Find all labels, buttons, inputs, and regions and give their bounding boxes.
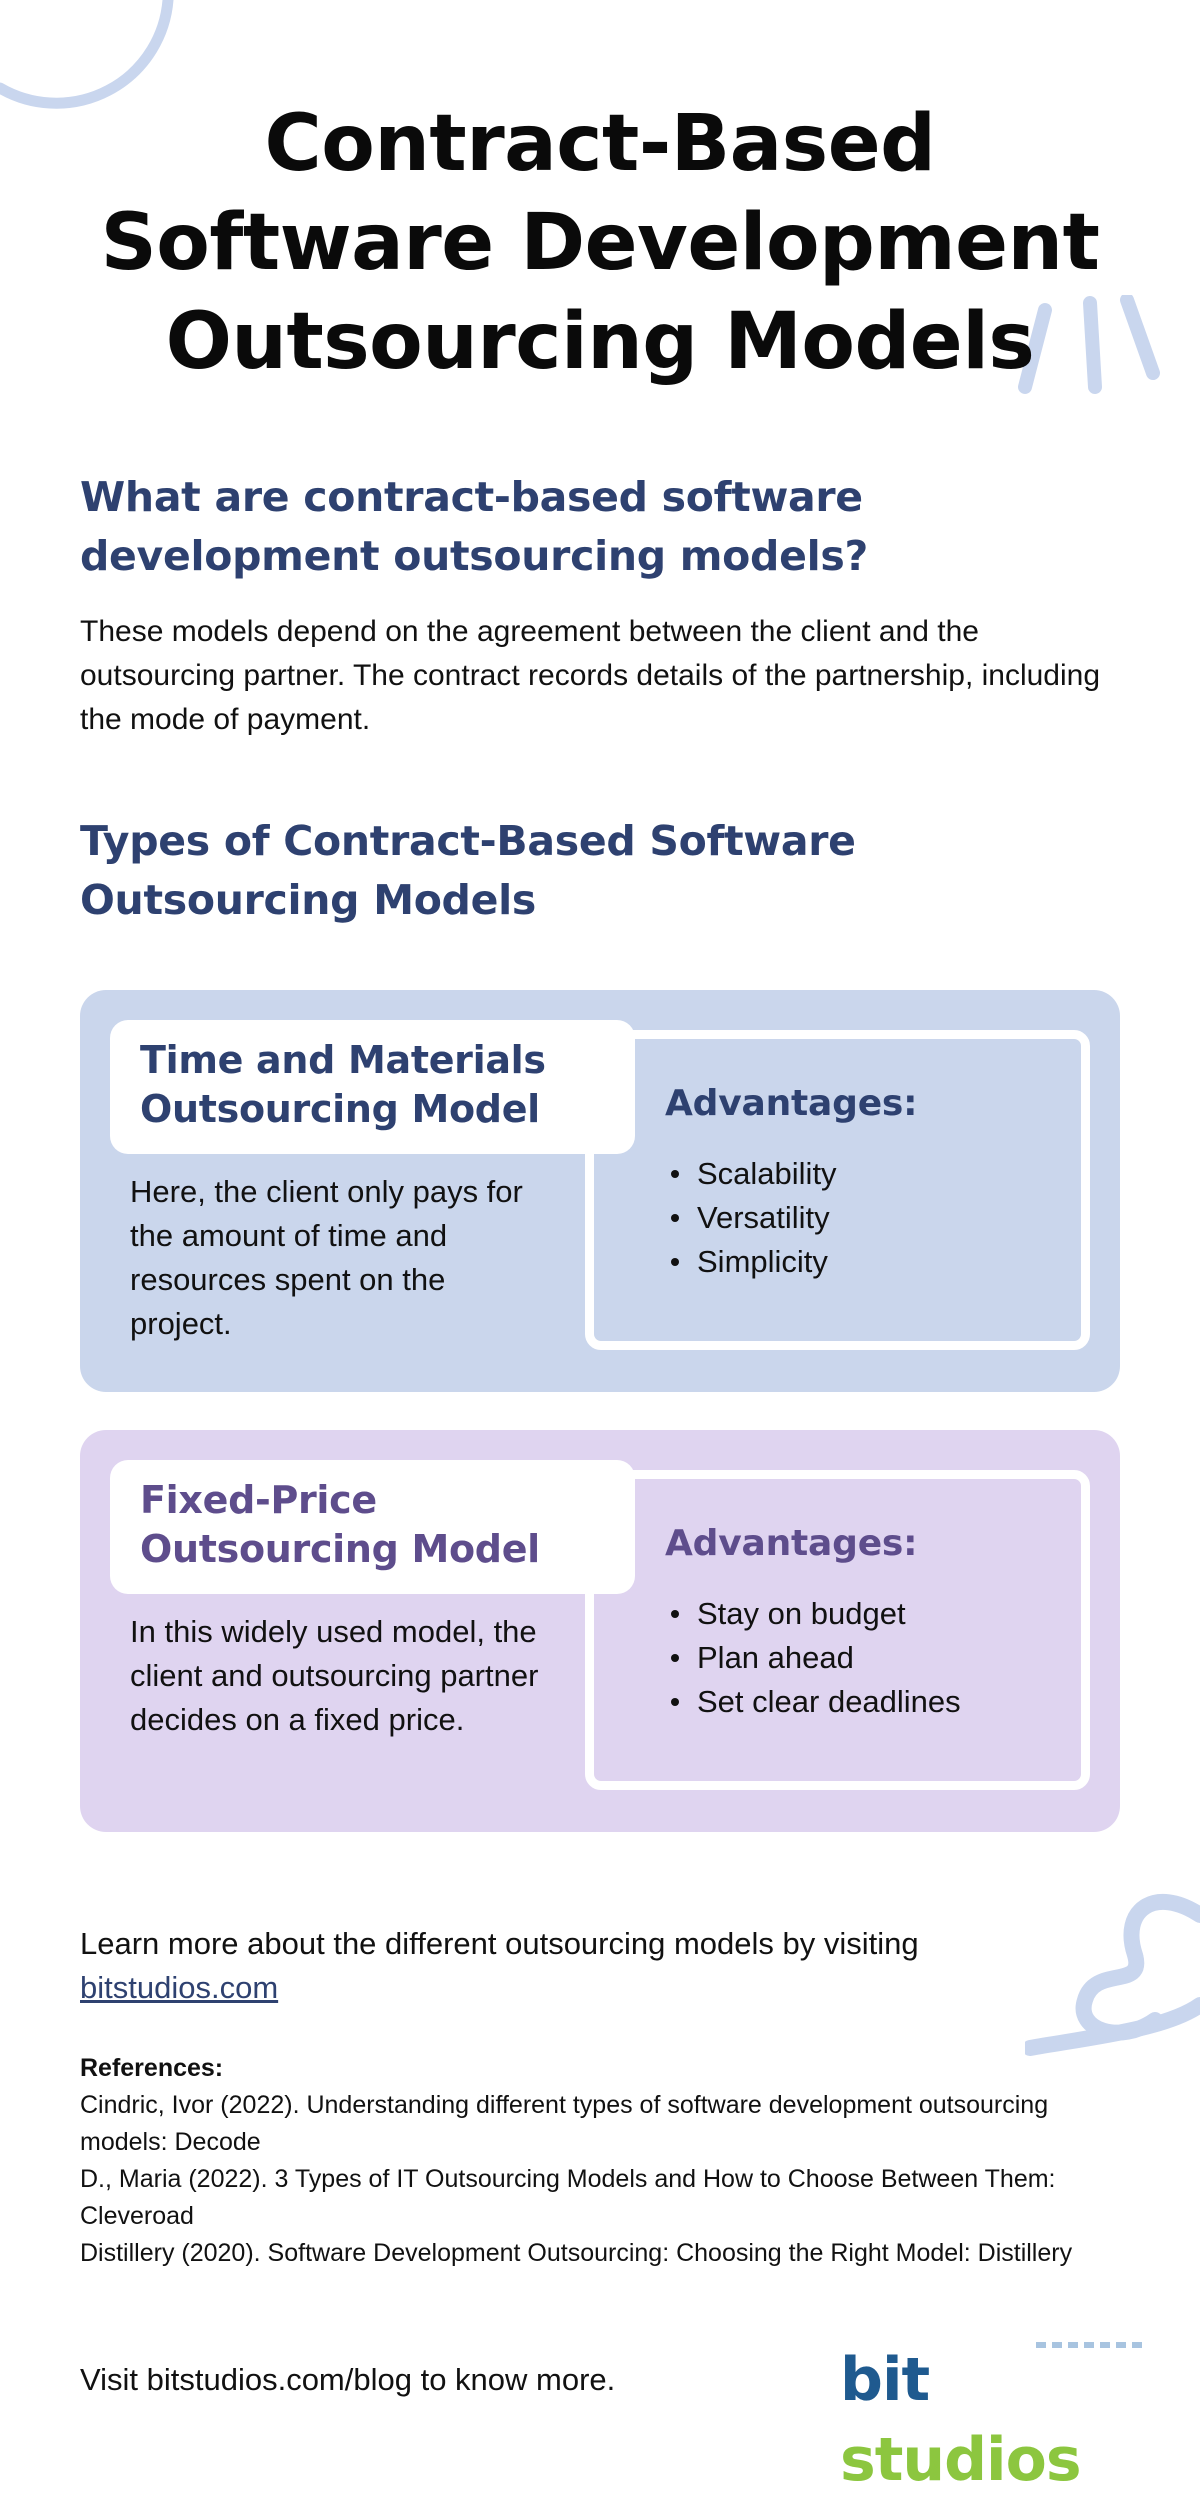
intro-heading: What are contract-based software development outsourcing models?	[80, 473, 868, 580]
list-item: Plan ahead	[665, 1636, 961, 1680]
reference-item: D., Maria (2022). 3 Types of IT Outsourcing Models and How to Choose Between Them: Cleveroad	[80, 2165, 1056, 2230]
reference-item: Distillery (2020). Software Development Outsourcing: Choosing the Right Model: Distillery	[80, 2239, 1073, 2267]
model-description: Here, the client only pays for the amount of time and resources spent on the project.	[130, 1174, 523, 1341]
decorative-arc-icon	[0, 0, 180, 110]
logo-dots-icon	[1036, 2342, 1142, 2348]
learn-more-text	[80, 1922, 1040, 2010]
model-description: In this widely used model, the client and outsourcing partner decides on a fixed price.	[130, 1614, 539, 1737]
references	[80, 2050, 1100, 2272]
list-item: Set clear deadlines	[665, 1680, 961, 1724]
bitstudios-link[interactable]: bitstudios.com	[80, 1970, 279, 2005]
list-item: Scalability	[665, 1152, 837, 1196]
decorative-squiggle-icon	[1025, 1880, 1200, 2060]
model-title: Time and Materials Outsourcing Model	[110, 1020, 635, 1154]
advantages-list	[665, 1152, 837, 1284]
visit-blog-text: Visit bitstudios.com/blog to know more.	[80, 2362, 616, 2397]
list-item: Simplicity	[665, 1240, 837, 1284]
model-card-fixed-price	[80, 1430, 1120, 1832]
advantages-label: Advantages:	[665, 1523, 918, 1564]
logo-studios: studios	[840, 2425, 1081, 2495]
advantages-list	[665, 1592, 961, 1724]
reference-item: Cindric, Ivor (2022). Understanding different types of software development outsourcing models: Decode	[80, 2091, 1049, 2156]
page-title: Contract-Based Software Development Outsourcing Models	[100, 99, 1100, 387]
model-title: Fixed-Price Outsourcing Model	[110, 1460, 635, 1594]
logo-bit: bit	[840, 2345, 930, 2415]
advantages-label: Advantages:	[665, 1083, 918, 1124]
bit-studios-logo	[840, 2340, 1130, 2495]
advantages-frame	[585, 1030, 1090, 1350]
learn-more-label: Learn more about the different outsourcing models by visiting	[80, 1926, 919, 1961]
model-card-time-materials	[80, 990, 1120, 1392]
list-item: Versatility	[665, 1196, 837, 1240]
list-item: Stay on budget	[665, 1592, 961, 1636]
references-label: References:	[80, 2054, 224, 2082]
intro-body: These models depend on the agreement between the client and the outsourcing partner. The contract records details of the partnership, including the mode of payment.	[80, 615, 1101, 736]
types-heading: Types of Contract-Based Software Outsourcing Models	[80, 817, 856, 924]
